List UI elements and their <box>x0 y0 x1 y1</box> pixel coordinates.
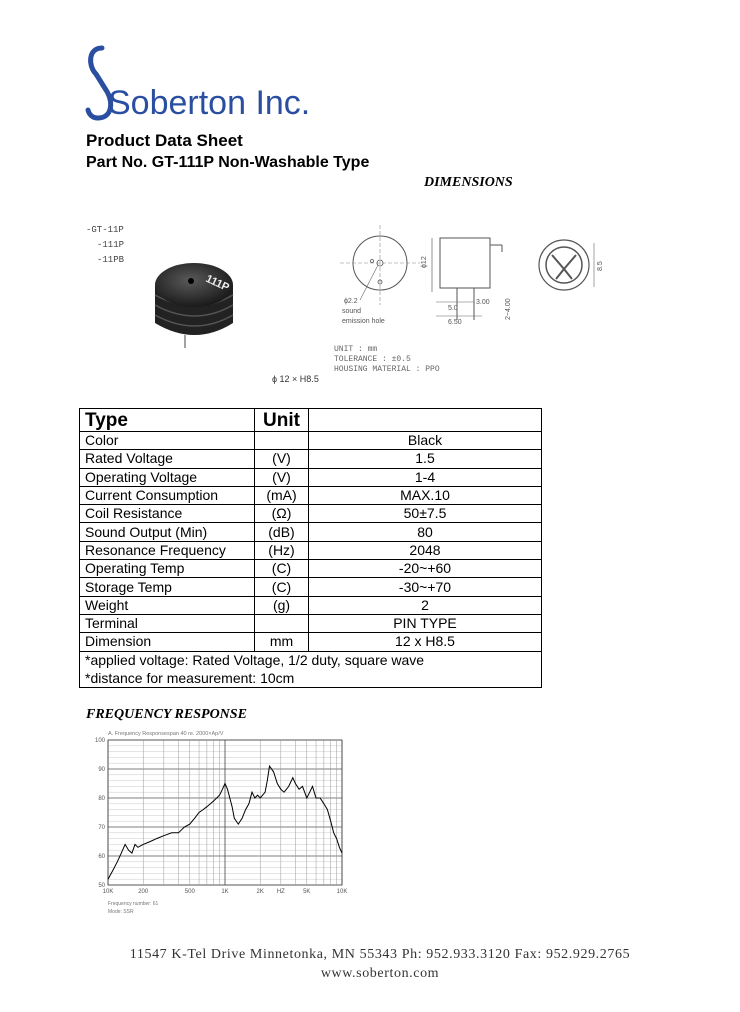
variant-label: -GT-11P <box>86 225 124 235</box>
spec-table <box>79 408 542 688</box>
y-tick-label: 80 <box>98 796 105 802</box>
x-tick-label: 200 <box>138 889 149 895</box>
cell-name: Resonance Frequency <box>80 541 255 559</box>
cell-name: Current Consumption <box>80 486 255 504</box>
cell-unit <box>255 432 309 450</box>
y-tick-label: 100 <box>94 738 105 744</box>
hole-label: sound <box>342 308 362 315</box>
x-tick-label: 500 <box>184 889 195 895</box>
cell-value: PIN TYPE <box>309 614 542 632</box>
table-row <box>80 450 542 468</box>
cell-value: -30~+70 <box>309 578 542 596</box>
cell-name: Rated Voltage <box>80 450 255 468</box>
cell-value: -20~+60 <box>309 560 542 578</box>
cell-value: 2 <box>309 596 542 614</box>
chart-caption: Mode: SSR <box>108 909 134 915</box>
cell-name: Operating Temp <box>80 560 255 578</box>
variant-label: -111P <box>97 240 125 250</box>
cell-name: Color <box>80 432 255 450</box>
part-number: Part No. GT-111P Non-Washable Type <box>86 154 370 171</box>
y-tick-label: 50 <box>98 883 105 889</box>
dimensions-heading: DIMENSIONS <box>424 175 513 190</box>
cell-value: 50±7.5 <box>309 505 542 523</box>
header-type: Type <box>80 409 255 432</box>
table-row <box>80 633 542 651</box>
x-tick-label: 10K <box>102 889 114 895</box>
header-unit: Unit <box>255 409 309 432</box>
table-row <box>80 432 542 450</box>
cell-value: MAX.10 <box>309 486 542 504</box>
cell-unit: (V) <box>255 450 309 468</box>
chart-caption: Frequency number: 61 <box>108 901 159 907</box>
variant-label: -11PB <box>97 255 125 265</box>
logo-text: Soberton Inc. <box>108 84 311 122</box>
cell-value: 1.5 <box>309 450 542 468</box>
dim-text: 3.00 <box>476 299 490 306</box>
dim-text: ϕ12 <box>421 256 428 268</box>
dim-text: 6.50 <box>448 319 462 326</box>
x-tick-label: 2K <box>256 889 264 895</box>
footer-website[interactable]: www.soberton.com <box>320 966 440 981</box>
table-header-row <box>80 409 542 432</box>
table-row <box>80 523 542 541</box>
table-row <box>80 578 542 596</box>
cell-unit: (g) <box>255 596 309 614</box>
dim-text: 8.5 <box>597 261 604 271</box>
note-text: *applied voltage: Rated Voltage, 1/2 duty, square wave <box>80 651 542 669</box>
cell-unit: (Ω) <box>255 505 309 523</box>
table-row <box>80 486 542 504</box>
cell-name: Terminal <box>80 614 255 632</box>
table-row <box>80 596 542 614</box>
cell-unit: (Hz) <box>255 541 309 559</box>
table-row <box>80 614 542 632</box>
page-title: Product Data Sheet <box>86 131 243 150</box>
cell-unit: (V) <box>255 468 309 486</box>
note-row <box>80 651 542 669</box>
dia-label: ϕ2.2 <box>344 298 358 305</box>
cell-value: 12 x H8.5 <box>309 633 542 651</box>
x-tick-label: 10K <box>336 889 348 895</box>
table-row <box>80 468 542 486</box>
company-logo <box>84 44 311 124</box>
size-caption: ϕ 12 × H8.5 <box>272 374 319 384</box>
cell-name: Coil Resistance <box>80 505 255 523</box>
table-row <box>80 505 542 523</box>
dim-text: 5.0 <box>448 305 458 312</box>
table-row <box>80 541 542 559</box>
unit-note: UNIT : mm <box>334 345 378 354</box>
chart-grid <box>108 740 342 885</box>
table-row <box>80 560 542 578</box>
cell-unit <box>255 614 309 632</box>
cell-value: 80 <box>309 523 542 541</box>
cell-unit: (dB) <box>255 523 309 541</box>
cell-name: Sound Output (Min) <box>80 523 255 541</box>
chart-title: A. Frequency Responsespan 40 re. 2000×Ap/V <box>108 731 224 737</box>
note-text: *distance for measurement: 10cm <box>80 669 542 687</box>
cell-unit: mm <box>255 633 309 651</box>
cell-unit: (C) <box>255 578 309 596</box>
buzzer-photo <box>145 255 245 350</box>
x-tick-label: HZ <box>276 889 285 895</box>
cell-value: 2048 <box>309 541 542 559</box>
footer-address: 11547 K-Tel Drive Minnetonka, MN 55343 Ph: 952.933.3120 Fax: 952.929.2765 <box>129 947 631 962</box>
cell-name: Dimension <box>80 633 255 651</box>
note-row <box>80 669 542 687</box>
bottom-view-drawing <box>530 225 610 305</box>
header-value <box>309 409 542 432</box>
side-view-drawing <box>412 220 522 330</box>
y-tick-label: 90 <box>98 767 105 773</box>
y-tick-label: 70 <box>98 825 105 831</box>
cell-name: Weight <box>80 596 255 614</box>
tolerance-note: TOLERANCE : ±0.5 <box>334 355 411 364</box>
x-tick-label: 5K <box>303 889 311 895</box>
y-tick-label: 60 <box>98 854 105 860</box>
hole-label: emission hole <box>342 318 385 325</box>
frequency-heading: FREQUENCY RESPONSE <box>86 707 247 722</box>
cell-name: Storage Temp <box>80 578 255 596</box>
frequency-chart <box>88 728 348 918</box>
x-tick-label: 1K <box>221 889 229 895</box>
cell-value: Black <box>309 432 542 450</box>
housing-note: HOUSING MATERIAL : PPO <box>334 365 440 374</box>
dim-text: 2~4.00 <box>505 298 512 320</box>
cell-unit: (C) <box>255 560 309 578</box>
top-view-drawing <box>330 220 425 330</box>
cell-unit: (mA) <box>255 486 309 504</box>
cell-name: Operating Voltage <box>80 468 255 486</box>
cell-value: 1-4 <box>309 468 542 486</box>
svg-text:111P: 111P <box>203 272 231 295</box>
